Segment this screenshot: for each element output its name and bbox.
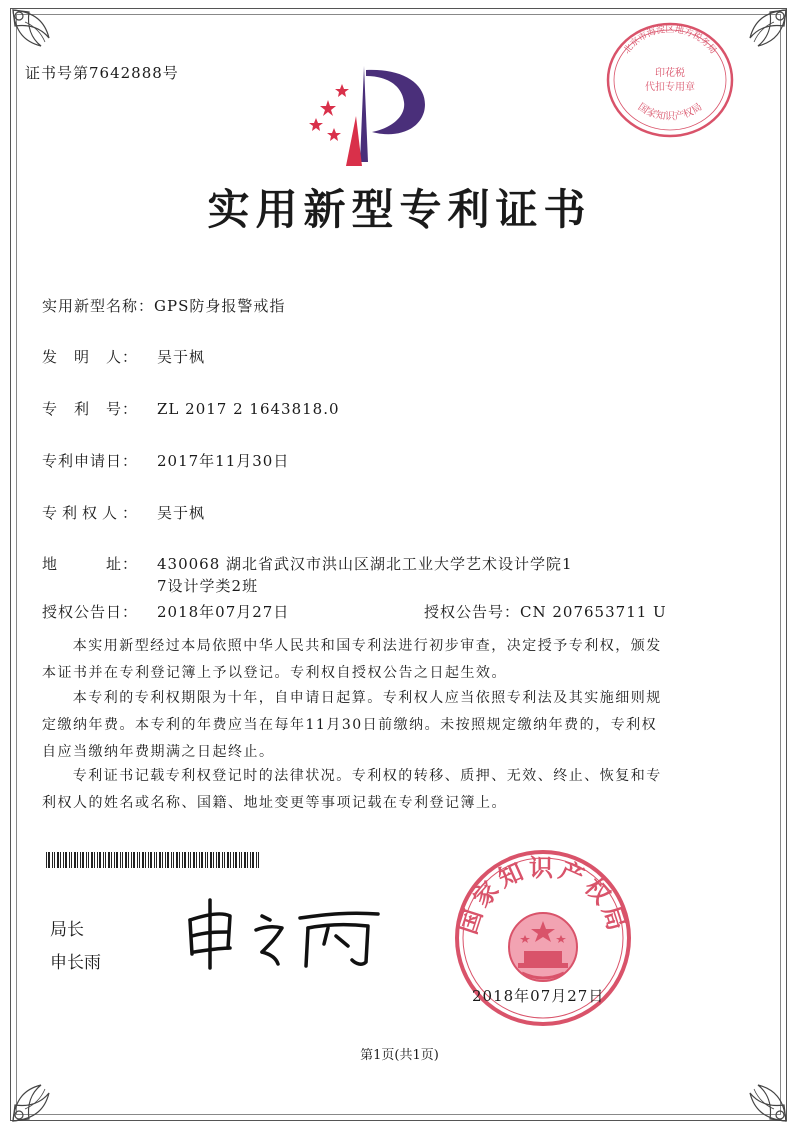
field-label: 发 明 人： — [42, 348, 139, 366]
barcode-bar — [86, 852, 87, 868]
barcode-bar — [111, 852, 112, 868]
barcode-bar — [91, 852, 93, 868]
barcode-bar — [116, 852, 118, 868]
barcode-bar — [131, 852, 132, 868]
barcode-bar — [165, 852, 166, 868]
seal-top-text: 国家知识产权局 — [454, 854, 632, 938]
barcode-bar — [142, 852, 144, 868]
field-label: 授权公告日： — [42, 603, 139, 621]
paragraph-line: 专利证书记载专利权登记时的法律状况。专利权的转移、质押、无效、终止、恢复和专 — [72, 768, 662, 784]
field-application-date-row — [42, 450, 289, 471]
barcode-bar — [213, 852, 214, 868]
director-title: 局长 — [50, 920, 84, 940]
barcode-bar — [173, 852, 174, 868]
corner-ornament-icon — [724, 1059, 794, 1129]
barcode-bar — [97, 852, 98, 868]
barcode-bar — [247, 852, 248, 868]
stamp-center-line2: 代扣专用章 — [645, 82, 695, 93]
barcode-bar — [77, 852, 78, 868]
field-label: 地 址： — [42, 555, 139, 573]
field-value: 430068 湖北省武汉市洪山区湖北工业大学艺术设计学院1 — [157, 555, 573, 573]
barcode-bar — [105, 852, 106, 868]
barcode-bar — [244, 852, 246, 868]
field-value: ZL 2017 2 1643818.0 — [157, 400, 340, 418]
field-value: 2018年07月27日 — [157, 603, 290, 621]
field-value: CN 207653711 U — [520, 603, 667, 621]
tax-stamp-seal — [600, 18, 740, 143]
field-name-row — [42, 295, 285, 316]
barcode-bar — [258, 852, 259, 868]
barcode-bar — [122, 852, 123, 868]
barcode-bar — [108, 852, 110, 868]
stamp-center-line1: 印花税 — [655, 68, 685, 79]
certificate-number: 证书号第7642888号 — [25, 64, 179, 82]
barcode-bar — [182, 852, 183, 868]
barcode-bar — [233, 852, 234, 868]
barcode-bar — [48, 852, 50, 868]
barcode-bar — [241, 852, 242, 868]
paragraph-line: 定缴纳年费。本专利的年费应当在每年11月30日前缴纳。未按照规定缴纳年费的，专利权 — [42, 717, 658, 733]
seal-date: 2018年07月27日 — [472, 987, 605, 1005]
barcode-bar — [71, 852, 72, 868]
barcode-bar — [133, 852, 135, 868]
field-label: 专利申请日： — [42, 452, 139, 470]
barcode-bar — [82, 852, 84, 868]
barcode-bar — [94, 852, 95, 868]
barcode-bar — [57, 852, 59, 868]
barcode-bar — [80, 852, 81, 868]
barcode-bar — [69, 852, 70, 868]
field-patentee-row — [42, 502, 205, 523]
stamp-bottom-text: 国家知识产权局 — [635, 101, 705, 123]
barcode-bar — [196, 852, 197, 868]
field-label: 专 利 号： — [42, 400, 139, 418]
field-value: GPS防身报警戒指 — [154, 297, 286, 315]
paragraph-line: 本证书并在专利登记簿上予以登记。专利权自授权公告之日起生效。 — [42, 665, 507, 681]
barcode-bar — [207, 852, 208, 868]
field-announce-no-row — [424, 601, 667, 622]
barcode-bar — [252, 852, 254, 868]
barcode-bar — [154, 852, 155, 868]
field-value: 吴于枫 — [157, 504, 206, 522]
paragraph-3 — [42, 763, 702, 817]
paragraph-line: 本专利的专利权期限为十年，自申请日起算。专利权人应当依照专利法及其实施细则规 — [72, 690, 662, 706]
stamp-ring-text: 北京市海淀区地方税务局 — [622, 25, 718, 57]
barcode-bar — [128, 852, 129, 868]
field-address-line2: 7设计学类2班 — [157, 577, 259, 595]
barcode-bar — [188, 852, 189, 868]
barcode-bar — [190, 852, 191, 868]
barcode-bar — [235, 852, 237, 868]
field-announce-date-row — [42, 601, 289, 622]
field-inventor-row — [42, 346, 205, 367]
barcode-bar — [60, 852, 61, 868]
barcode-bar — [139, 852, 140, 868]
field-address-row — [42, 553, 573, 574]
barcode-bar — [120, 852, 121, 868]
barcode-bar — [114, 852, 115, 868]
barcode-bar — [184, 852, 186, 868]
barcode-bar — [201, 852, 203, 868]
barcode-bar — [150, 852, 152, 868]
barcode-bar — [193, 852, 195, 868]
barcode-bar — [145, 852, 146, 868]
svg-text:北京市海淀区地方税务局 — [621, 23, 719, 56]
barcode-bar — [218, 852, 220, 868]
director-signature — [178, 892, 398, 972]
page-footer: 第1页(共1页) — [360, 1048, 439, 1063]
barcode-bar — [250, 852, 251, 868]
barcode-bar — [176, 852, 178, 868]
barcode-bar — [159, 852, 161, 868]
barcode-bar — [156, 852, 157, 868]
barcode-bar — [230, 852, 231, 868]
field-value: 吴于枫 — [157, 348, 206, 366]
barcode-bar — [148, 852, 149, 868]
paragraph-1 — [42, 633, 702, 687]
barcode-bar — [54, 852, 55, 868]
field-label: 授权公告号： — [424, 603, 521, 621]
paragraph-line: 本实用新型经过本局依照中华人民共和国专利法进行初步审查，决定授予专利权，颁发 — [72, 638, 662, 654]
barcode-bar — [216, 852, 217, 868]
barcode-bar — [88, 852, 89, 868]
barcode-bar — [227, 852, 229, 868]
barcode-bar — [162, 852, 163, 868]
field-value: 2017年11月30日 — [157, 452, 290, 470]
barcode-bar — [65, 852, 67, 868]
corner-ornament-icon — [5, 1059, 75, 1129]
field-patent-no-row — [42, 398, 340, 419]
barcode-bar — [256, 852, 257, 868]
barcode-bar — [74, 852, 76, 868]
barcode-bar — [199, 852, 200, 868]
page-title: 实用新型专利证书 — [207, 185, 592, 234]
field-label: 实用新型名称： — [42, 297, 155, 315]
barcode-bar — [63, 852, 64, 868]
paragraph-2 — [42, 685, 702, 766]
barcode — [46, 852, 261, 868]
barcode-bar — [224, 852, 225, 868]
svg-text:国家知识产权局 — [636, 101, 705, 123]
cnipa-logo-icon — [298, 62, 438, 166]
barcode-bar — [167, 852, 169, 868]
paragraph-line: 利权人的姓名或名称、国籍、地址变更等事项记载在专利登记簿上。 — [42, 795, 507, 811]
barcode-bar — [171, 852, 172, 868]
barcode-bar — [222, 852, 223, 868]
barcode-bar — [137, 852, 138, 868]
field-label: 专利权人： — [42, 504, 143, 522]
paragraph-line: 自应当缴纳年费期满之日起终止。 — [42, 744, 275, 760]
barcode-bar — [239, 852, 240, 868]
barcode-bar — [103, 852, 104, 868]
barcode-bar — [125, 852, 127, 868]
barcode-bar — [52, 852, 53, 868]
barcode-bar — [205, 852, 206, 868]
barcode-bar — [179, 852, 180, 868]
barcode-bar — [99, 852, 101, 868]
director-name: 申长雨 — [50, 953, 101, 973]
barcode-bar — [210, 852, 212, 868]
barcode-bar — [46, 852, 47, 868]
national-emblem-icon — [509, 913, 577, 981]
